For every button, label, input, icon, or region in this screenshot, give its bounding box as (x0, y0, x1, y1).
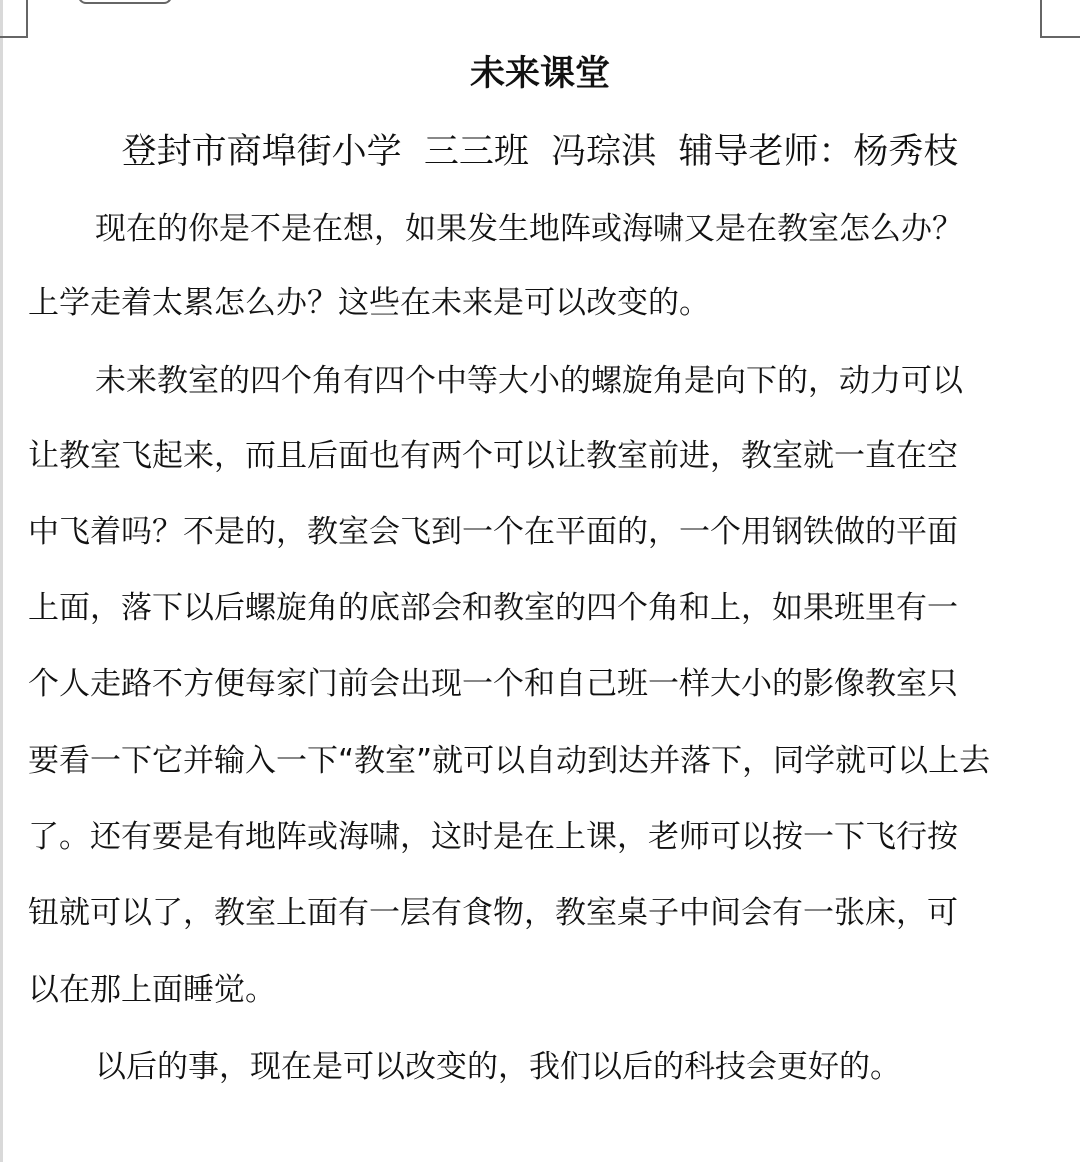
crop-mark-top-left (0, 0, 28, 38)
document-title: 未来课堂 (469, 54, 610, 94)
paragraph-2-line-5: 个人走路不方便每家门前会出现一个和自己班一样大小的影像教室只 (28, 666, 958, 702)
paragraph-2-line-3: 中飞着吗？不是的，教室会飞到一个在平面的，一个用钢铁做的平面 (28, 514, 958, 550)
paragraph-2-line-8: 钮就可以了，教室上面有一层有食物，教室桌子中间会有一张床，可 (28, 895, 958, 931)
paragraph-3-line-1: 以后的事，现在是可以改变的，我们以后的科技会更好的。 (95, 1049, 901, 1085)
page-top-tab (78, 0, 172, 4)
crop-mark-top-right (1040, 0, 1080, 38)
paragraph-2-line-7: 了。还有要是有地阵或海啸，这时是在上课，老师可以按一下飞行按 (28, 819, 958, 855)
paragraph-1-line-1: 现在的你是不是在想，如果发生地阵或海啸又是在教室怎么办？ (95, 211, 963, 247)
paragraph-2-line-2: 让教室飞起来，而且后面也有两个可以让教室前进，教室就一直在空 (28, 438, 958, 474)
paragraph-2-line-4: 上面，落下以后螺旋角的底部会和教室的四个角和上，如果班里有一 (28, 590, 958, 626)
paragraph-2-line-1: 未来教室的四个角有四个中等大小的螺旋角是向下的，动力可以 (95, 363, 963, 399)
paragraph-1-line-2: 上学走着太累怎么办？这些在未来是可以改变的。 (28, 285, 710, 321)
paragraph-2-line-9: 以在那上面睡觉。 (28, 972, 276, 1008)
author-byline: 登封市商埠街小学 三三班 冯琮淇 辅导老师：杨秀枝 (121, 132, 959, 172)
paragraph-2-line-6: 要看一下它并输入一下“教室”就可以自动到达并落下，同学就可以上去 (28, 743, 991, 779)
